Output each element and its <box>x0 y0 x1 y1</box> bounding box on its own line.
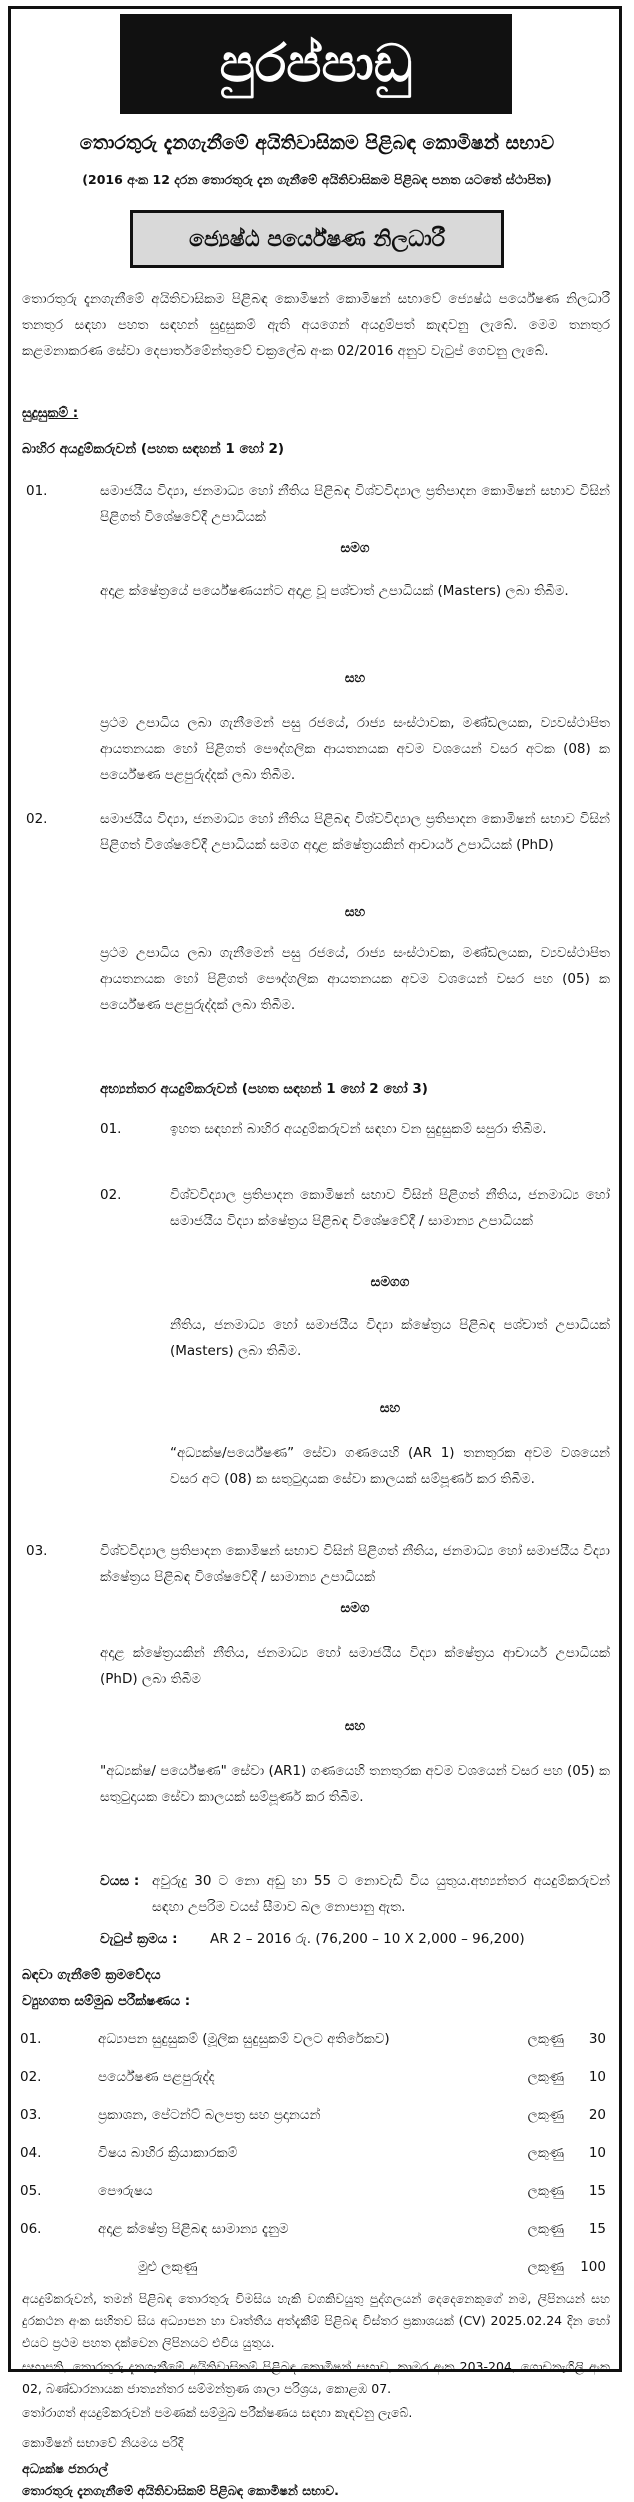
internal-item-1-number: 01. <box>100 1121 122 1137</box>
external-and-1: සහ <box>344 670 366 686</box>
organization-name: තොරතුරු දැනගැනීමේ අයිතිවාසිකම පිළිබඳ කොමිෂන් සභාව <box>79 132 555 154</box>
rights-note: කොමිෂන් සභාවේ නියමය පරිදි <box>22 2435 184 2450</box>
marks-row-value: 30 <box>588 2031 606 2047</box>
marks-row-value: 10 <box>588 2069 606 2085</box>
signature-title: අධ්‍යක්ෂ ජනරාල් <box>22 2461 108 2476</box>
external-with-1: සමග <box>340 540 370 556</box>
internal-item-2-text: විශ්වවිද්‍යාල ප්‍රතිපාදන කොමිෂන් සභාව විසින් පිළිගත් නීතිය, ජනමාධ්‍ය හෝ සමාජයීය විද්‍යා ක්ෂේත්‍රය පිළිබඳ විශේෂවේදී / සාමාන්‍ය උපාධියක් <box>170 1187 610 1229</box>
marks-row <box>20 2172 606 2210</box>
internal-with-2: සමගග <box>370 1274 410 1290</box>
legal-basis: (2016 අංක 12 දරන තොරතුරු දැන ගැනීමේ අයිතිවාසිකම පිළිබඳ පනත යටතේ ස්ථාපිත) <box>82 172 552 187</box>
interview-heading: ව්‍යුහගත සම්මුඛ පරීක්ෂණය : <box>22 1993 191 2009</box>
marks-row-criterion: පෞරුෂය <box>98 2183 153 2199</box>
marks-row-criterion: ප්‍රකාශන, පේටන්ට් බලපත්‍ර සහ ප්‍රදානයන් <box>98 2107 321 2123</box>
age-text: අවුරුදු 30 ට නො අඩු හා 55 ට නොවැඩි විය යුතුය.අභ්‍යන්තර අයදුම්කරුවන් සඳහා උපරිම වයස් සීමාව බල නොපානු ඇත. <box>152 1873 610 1915</box>
marks-row-number: 04. <box>20 2145 42 2161</box>
address-paragraph: සභාපති, තොරතුරු දැනගැනීමේ අයිතිවාසිකම් පිළිබඳ කොමිෂන් සභාව, කාමර අංක 203-204, ගොඩනැගිලි අංක 02, බණ්ඩාරනායක ජාත්‍යන්තර සම්මන්ත්‍රණ ශාලා පරිශ්‍රය, කොළඹ 07. <box>22 2359 610 2396</box>
age-label: වයස : <box>100 1873 140 1889</box>
salary-text: AR 2 – 2016 රු. (76,200 – 10 X 2,000 – 96,200) <box>210 1931 525 1947</box>
intro-paragraph: තොරතුරු දැනගැනීමේ අයිතිවාසිකම පිළිබඳ කොමිෂන් කොමිෂන් සභාවේ ජ්‍යෙෂ්ඨ පර්යේෂණ නිලධාරී තනතුර සඳහා පහත සඳහන් සුදුසුකම් ඇති අයගෙන් අයදුම්පත් කැඳවනු ලැබේ. මෙම තනතුර කළමනාකරණ සේවා දෙපාර්තමේන්තුවේ චක්‍රලේඛ අංක 02/2016 අනුව වැටුප් ගෙවනු ලැබේ. <box>22 291 610 359</box>
marks-row-points-label: ලකුණු <box>527 2145 564 2161</box>
external-and-2: සහ <box>344 904 366 920</box>
marks-row-criterion: විෂය බාහිර ක්‍රියාකාරකම් <box>98 2145 238 2161</box>
marks-row-number: 01. <box>20 2031 42 2047</box>
internal-and-4: සහ <box>344 1718 366 1734</box>
marks-row-number: 06. <box>20 2221 42 2237</box>
marks-row-number: 03. <box>20 2107 42 2123</box>
vacancies-title: පුරප්පාඩු <box>120 14 512 114</box>
internal-and-3: සහ <box>379 1400 401 1416</box>
internal-item-3-service: "අධ්‍යක්ෂ/ පර්යේෂණ" සේවා (AR1) ගණයෙහි තනතුරක අවම වශයෙන් වසර පහ (05) ක සතුටුදායක සේවා කාලයක් සම්පූර්ණ කර තිබීම. <box>100 1763 610 1805</box>
marks-total-row <box>20 2248 606 2286</box>
internal-item-3-number: 03. <box>26 1543 48 1559</box>
internal-item-2-number: 02. <box>100 1187 122 1203</box>
marks-row-criterion: පර්යේෂණ පළපුරුද්ද <box>98 2069 215 2085</box>
internal-item-2-service: “අධ්‍යක්ෂ/පර්යේෂණ” සේවා ගණයෙහි (AR 1) තනතුරක අවම වශයෙන් වසර අට (08) ක සතුටුදායක සේවා කාලයක් සම්පූර්ණ කර තිබීම. <box>170 1445 610 1487</box>
internal-item-1-text: ඉහත සඳහන් බාහිර අයදුම්කරුවන් සඳහා වන සුදුසුකම් සපුරා තිබීම. <box>170 1121 547 1137</box>
recruitment-heading: බඳවා ගැනීමේ ක්‍රමවේදය <box>22 1967 161 1983</box>
marks-row-value: 15 <box>588 2183 606 2199</box>
external-item-2-experience: ප්‍රථම උපාධිය ලබා ගැනීමෙන් පසු රජයේ, රාජ්‍ය සංස්ථාවක, මණ්ඩලයක, ව්‍යවස්ථාපිත ආයතනයක හෝ පිළිගත් පෞද්ගලික ආයතනයක අවම වශයෙන් වසර පහ (05) ක පර්යේෂණ පළපුරුද්දක් ලබා තිබීම. <box>100 945 610 1013</box>
signature-org: තොරතුරු දැනගැනීමේ අයිතිවාසිකම් පිළිබඳ කොමිෂන් සභාව. <box>22 2483 339 2498</box>
internal-item-3-text: විශ්වවිද්‍යාල ප්‍රතිපාදන කොමිෂන් සභාව විසින් පිළිගත් නීතිය, ජනමාධ්‍ය හෝ සමාජයීය විද්‍යා ක්ෂේත්‍රය පිළිබඳ විශේෂවේදී / සාමාන්‍ය උපාධියක් <box>100 1543 610 1585</box>
external-item-2-number: 02. <box>26 811 48 827</box>
marks-row-value: 15 <box>588 2221 606 2237</box>
marks-row-number: 05. <box>20 2183 42 2199</box>
application-paragraph: අයදුම්කරුවන්, තමන් පිළිබඳ තොරතුරු විමසිය හැකි වගකිවයුතු පුද්ගලයන් දෙදෙනෙකුගේ නම, ලිපිනයන් සහ දුරකථන අංක සහිතව සිය අධ්‍යාපන හා වෘත්තීය අත්දැකීම් පිළිබඳ විස්තර ප්‍රකාශයක් (CV) 2025.02.24 දින හෝ එයට ප්‍රථම පහත දක්වෙන ලිපිනයට එවිය යුතුය. <box>22 2291 610 2350</box>
external-heading: බාහිර අයදුම්කරුවන් (පහත සඳහන් 1 හෝ 2) <box>22 441 285 457</box>
marks-row-points-label: ලකුණු <box>527 2183 564 2199</box>
internal-with-3: සමග <box>340 1600 370 1616</box>
external-item-1-masters: අදාළ ක්ෂේත්‍රයේ පර්යේෂණයන්ට අදාළ වූ පශ්චාත් උපාධියක් (Masters) ලබා තිබීම. <box>100 583 569 599</box>
marks-row <box>20 2096 606 2134</box>
marks-row-points-label: ලකුණු <box>527 2107 564 2123</box>
marks-row <box>20 2134 606 2172</box>
marks-row-points-label: ලකුණු <box>527 2031 564 2047</box>
internal-item-3-phd: අදාළ ක්ෂේත්‍රයකින් නීතිය, ජනමාධ්‍ය හෝ සමාජයීය විද්‍යා ක්ෂේත්‍රය ආචාර්ය උපාධියක් (PhD) ලබා තිබීම <box>100 1645 610 1687</box>
qualifications-heading: සුදුසුකම් : <box>22 405 79 421</box>
marks-total-points-label: ලකුණු <box>527 2259 564 2275</box>
marks-total-label: මුළු ලකුණු <box>138 2259 198 2275</box>
marks-row-number: 02. <box>20 2069 42 2085</box>
shortlist-note: තෝරාගත් අයදුම්කරුවන් පමණක් සම්මුඛ පරීක්ෂණය සඳහා කැඳවනු ලැබේ. <box>22 2405 413 2420</box>
marks-row <box>20 2210 606 2248</box>
marks-total-value: 100 <box>580 2259 606 2275</box>
internal-heading: අභ්‍යන්තර අයදුම්කරුවන් (පහත සඳහන් 1 හෝ 2 හෝ 3) <box>100 1081 428 1097</box>
marks-row-points-label: ලකුණු <box>527 2069 564 2085</box>
marks-table <box>20 2020 606 2286</box>
marks-row-value: 10 <box>588 2145 606 2161</box>
external-item-1-number: 01. <box>26 483 48 499</box>
marks-row-criterion: අදාළ ක්ෂේත්‍ර පිළිබඳ සාමාන්‍ය දැනුම <box>98 2221 289 2237</box>
internal-item-2-masters: නීතිය, ජනමාධ්‍ය හෝ සමාජයීය විද්‍යා ක්ෂේත්‍රය පිළිබඳ පශ්චාත් උපාධියක් (Masters) ලබා තිබීම. <box>170 1317 610 1359</box>
marks-row-points-label: ලකුණු <box>527 2221 564 2237</box>
external-item-1-text: සමාජයීය විද්‍යා, ජනමාධ්‍ය හෝ නීතිය පිළිබඳ විශ්වවිද්‍යාල ප්‍රතිපාදන කොමිෂන් සභාව විසින් පිළිගත් විශේෂවේදී උපාධියක් <box>100 483 610 525</box>
marks-row <box>20 2058 606 2096</box>
marks-row-criterion: අධ්‍යාපන සුදුසුකම් (මූලික සුදුසුකම් වලට අතිරේකව) <box>98 2031 390 2047</box>
post-title: ජ්‍යෙෂ්ඨ පර්යේෂණ නිලධාරී <box>130 210 504 268</box>
marks-row <box>20 2020 606 2058</box>
salary-label: වැටුප් ක්‍රමය : <box>100 1931 178 1947</box>
marks-row-value: 20 <box>588 2107 606 2123</box>
external-item-2-text: සමාජයීය විද්‍යා, ජනමාධ්‍ය හෝ නීතිය පිළිබඳ විශ්වවිද්‍යාල ප්‍රතිපාදන කොමිෂන් සභාව විසින් පිළිගත් විශේෂවේදී උපාධියක් සමග අදාළ ක්ෂේත්‍රයකින් ආචාර්ය උපාධියක් (PhD) <box>100 811 610 853</box>
external-item-1-experience: ප්‍රථම උපාධිය ලබා ගැනීමෙන් පසු රජයේ, රාජ්‍ය සංස්ථාවක, මණ්ඩලයක, ව්‍යවස්ථාපිත ආයතනයක හෝ පිළිගත් පෞද්ගලික ආයතනයක අවම වශයෙන් වසර අටක (08) ක පර්යේෂණ පළපුරුද්දක් ලබා තිබීම. <box>100 715 610 783</box>
